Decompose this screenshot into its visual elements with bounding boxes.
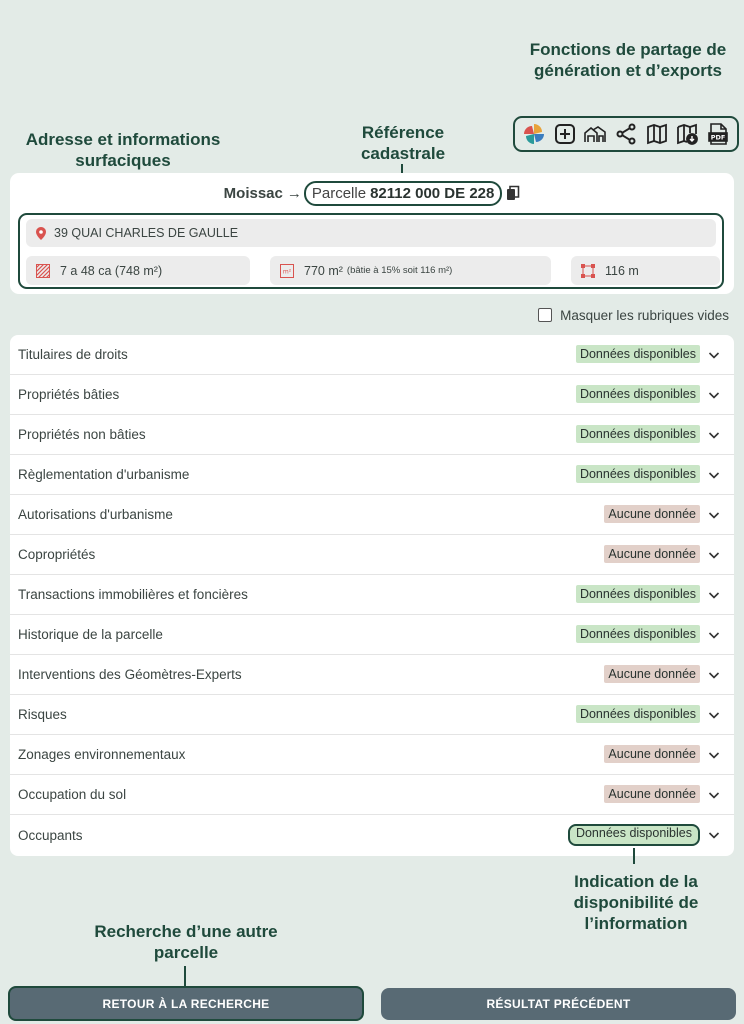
section-label: Transactions immobilières et foncières <box>18 587 248 602</box>
status-badge: Données disponibles <box>576 345 700 363</box>
status-badge: Données disponibles <box>576 705 700 723</box>
annotation-search: Recherche d’une autre parcelle <box>94 922 278 962</box>
commune-name: Moissac <box>223 184 283 202</box>
svg-text:m²: m² <box>282 268 292 275</box>
chevron-down-icon[interactable] <box>708 669 720 681</box>
chevron-down-icon[interactable] <box>708 349 720 361</box>
chevron-down-icon[interactable] <box>708 429 720 441</box>
chevron-down-icon[interactable] <box>708 549 720 561</box>
status-badge: Aucune donnée <box>604 745 700 763</box>
map-button[interactable] <box>644 121 670 147</box>
parcel-reference <box>304 181 502 206</box>
parcel-reference-number: 82112 000 DE 228 <box>370 184 495 202</box>
section-row[interactable] <box>10 815 734 855</box>
built-area-value: 770 m² <box>304 263 343 278</box>
mask-empty-label: Masquer les rubriques vides <box>560 307 729 323</box>
section-label: Zonages environnementaux <box>18 747 186 762</box>
section-row[interactable] <box>10 775 734 815</box>
chevron-down-icon[interactable] <box>708 829 720 841</box>
section-label: Risques <box>18 707 67 722</box>
chevron-down-icon[interactable] <box>708 509 720 521</box>
section-row[interactable] <box>10 495 734 535</box>
perimeter-icon <box>581 264 595 278</box>
location-pin-icon <box>36 227 46 240</box>
mask-empty-checkbox[interactable] <box>538 308 552 322</box>
chevron-down-icon[interactable] <box>708 749 720 761</box>
section-label: Autorisations d'urbanisme <box>18 507 173 522</box>
annotation-line-availability <box>633 848 635 864</box>
pinwheel-logo-icon <box>522 122 546 146</box>
annotation-reference: Référence cadastrale <box>360 123 446 163</box>
chevron-down-icon[interactable] <box>708 789 720 801</box>
export-toolbar <box>513 116 739 152</box>
built-area-icon <box>280 264 294 278</box>
status-badge: Données disponibles <box>576 625 700 643</box>
pdf-icon <box>706 122 730 146</box>
address-text: 39 QUAI CHARLES DE GAULLE <box>54 226 239 240</box>
section-row[interactable] <box>10 655 734 695</box>
section-label: Titulaires de droits <box>18 347 128 362</box>
status-badge: Données disponibles <box>568 824 700 846</box>
section-label: Propriétés bâties <box>18 387 120 402</box>
parcel-reference-line <box>10 181 734 205</box>
annotation-exports: Fonctions de partage de génération et d’exports <box>529 40 727 80</box>
parcel-label: Parcelle <box>311 184 367 202</box>
status-badge: Aucune donnée <box>604 545 700 563</box>
status-badge: Aucune donnée <box>604 785 700 803</box>
built-area-note: (bâtie à 15% soit 116 m²) <box>346 265 453 276</box>
chevron-down-icon[interactable] <box>708 709 720 721</box>
section-row[interactable] <box>10 415 734 455</box>
section-label: Historique de la parcelle <box>18 627 163 642</box>
section-row[interactable] <box>10 375 734 415</box>
section-row[interactable] <box>10 695 734 735</box>
add-button[interactable] <box>552 121 578 147</box>
surface-value: 7 a 48 ca (748 m²) <box>60 263 163 278</box>
pdf-button[interactable] <box>705 121 731 147</box>
app-logo-button[interactable] <box>521 121 547 147</box>
svg-text:PDF: PDF <box>710 133 725 142</box>
perimeter-value: 116 m <box>605 263 639 278</box>
chevron-down-icon[interactable] <box>708 629 720 641</box>
address-field <box>26 219 716 247</box>
status-badge: Données disponibles <box>576 465 700 483</box>
section-label: Occupants <box>18 827 83 843</box>
section-label: Interventions des Géomètres-Experts <box>18 667 242 682</box>
perimeter-metric <box>571 256 720 285</box>
share-icon <box>614 122 638 146</box>
sections-list <box>10 335 734 856</box>
section-label: Occupation du sol <box>18 787 127 802</box>
status-badge: Données disponibles <box>576 425 700 443</box>
chevron-down-icon[interactable] <box>708 469 720 481</box>
arrow-icon: → <box>286 184 302 202</box>
address-info-box <box>18 213 724 289</box>
section-label: Copropriétés <box>18 547 96 562</box>
chevron-down-icon[interactable] <box>708 389 720 401</box>
annotation-availability: Indication de la disponibilité de l’information <box>573 872 699 933</box>
section-row[interactable] <box>10 735 734 775</box>
annotation-line-search <box>184 966 186 986</box>
share-button[interactable] <box>613 121 639 147</box>
status-badge: Aucune donnée <box>604 505 700 523</box>
map-icon <box>645 122 669 146</box>
previous-result-button[interactable]: RÉSULTAT PRÉCÉDENT <box>381 988 736 1020</box>
map-download-button[interactable] <box>674 121 700 147</box>
buildings-icon <box>583 122 607 146</box>
plus-square-icon <box>553 122 577 146</box>
back-to-search-button[interactable]: RETOUR À LA RECHERCHE <box>8 986 364 1021</box>
built-area-metric <box>270 256 551 285</box>
section-row[interactable] <box>10 535 734 575</box>
surface-metric <box>26 256 250 285</box>
section-row[interactable] <box>10 615 734 655</box>
copy-icon[interactable] <box>506 185 520 201</box>
parcel-card <box>10 173 734 294</box>
chevron-down-icon[interactable] <box>708 589 720 601</box>
section-label: Propriétés non bâties <box>18 427 146 442</box>
section-row[interactable] <box>10 575 734 615</box>
section-label: Règlementation d'urbanisme <box>18 467 190 482</box>
status-badge: Aucune donnée <box>604 665 700 683</box>
section-row[interactable] <box>10 335 734 375</box>
map-download-icon <box>675 122 699 146</box>
buildings-button[interactable] <box>582 121 608 147</box>
section-row[interactable] <box>10 455 734 495</box>
hatched-area-icon <box>36 264 50 278</box>
annotation-address: Adresse et informations surfaciques <box>25 130 221 170</box>
status-badge: Données disponibles <box>576 385 700 403</box>
status-badge: Données disponibles <box>576 585 700 603</box>
mask-empty-toggle[interactable] <box>538 306 729 324</box>
